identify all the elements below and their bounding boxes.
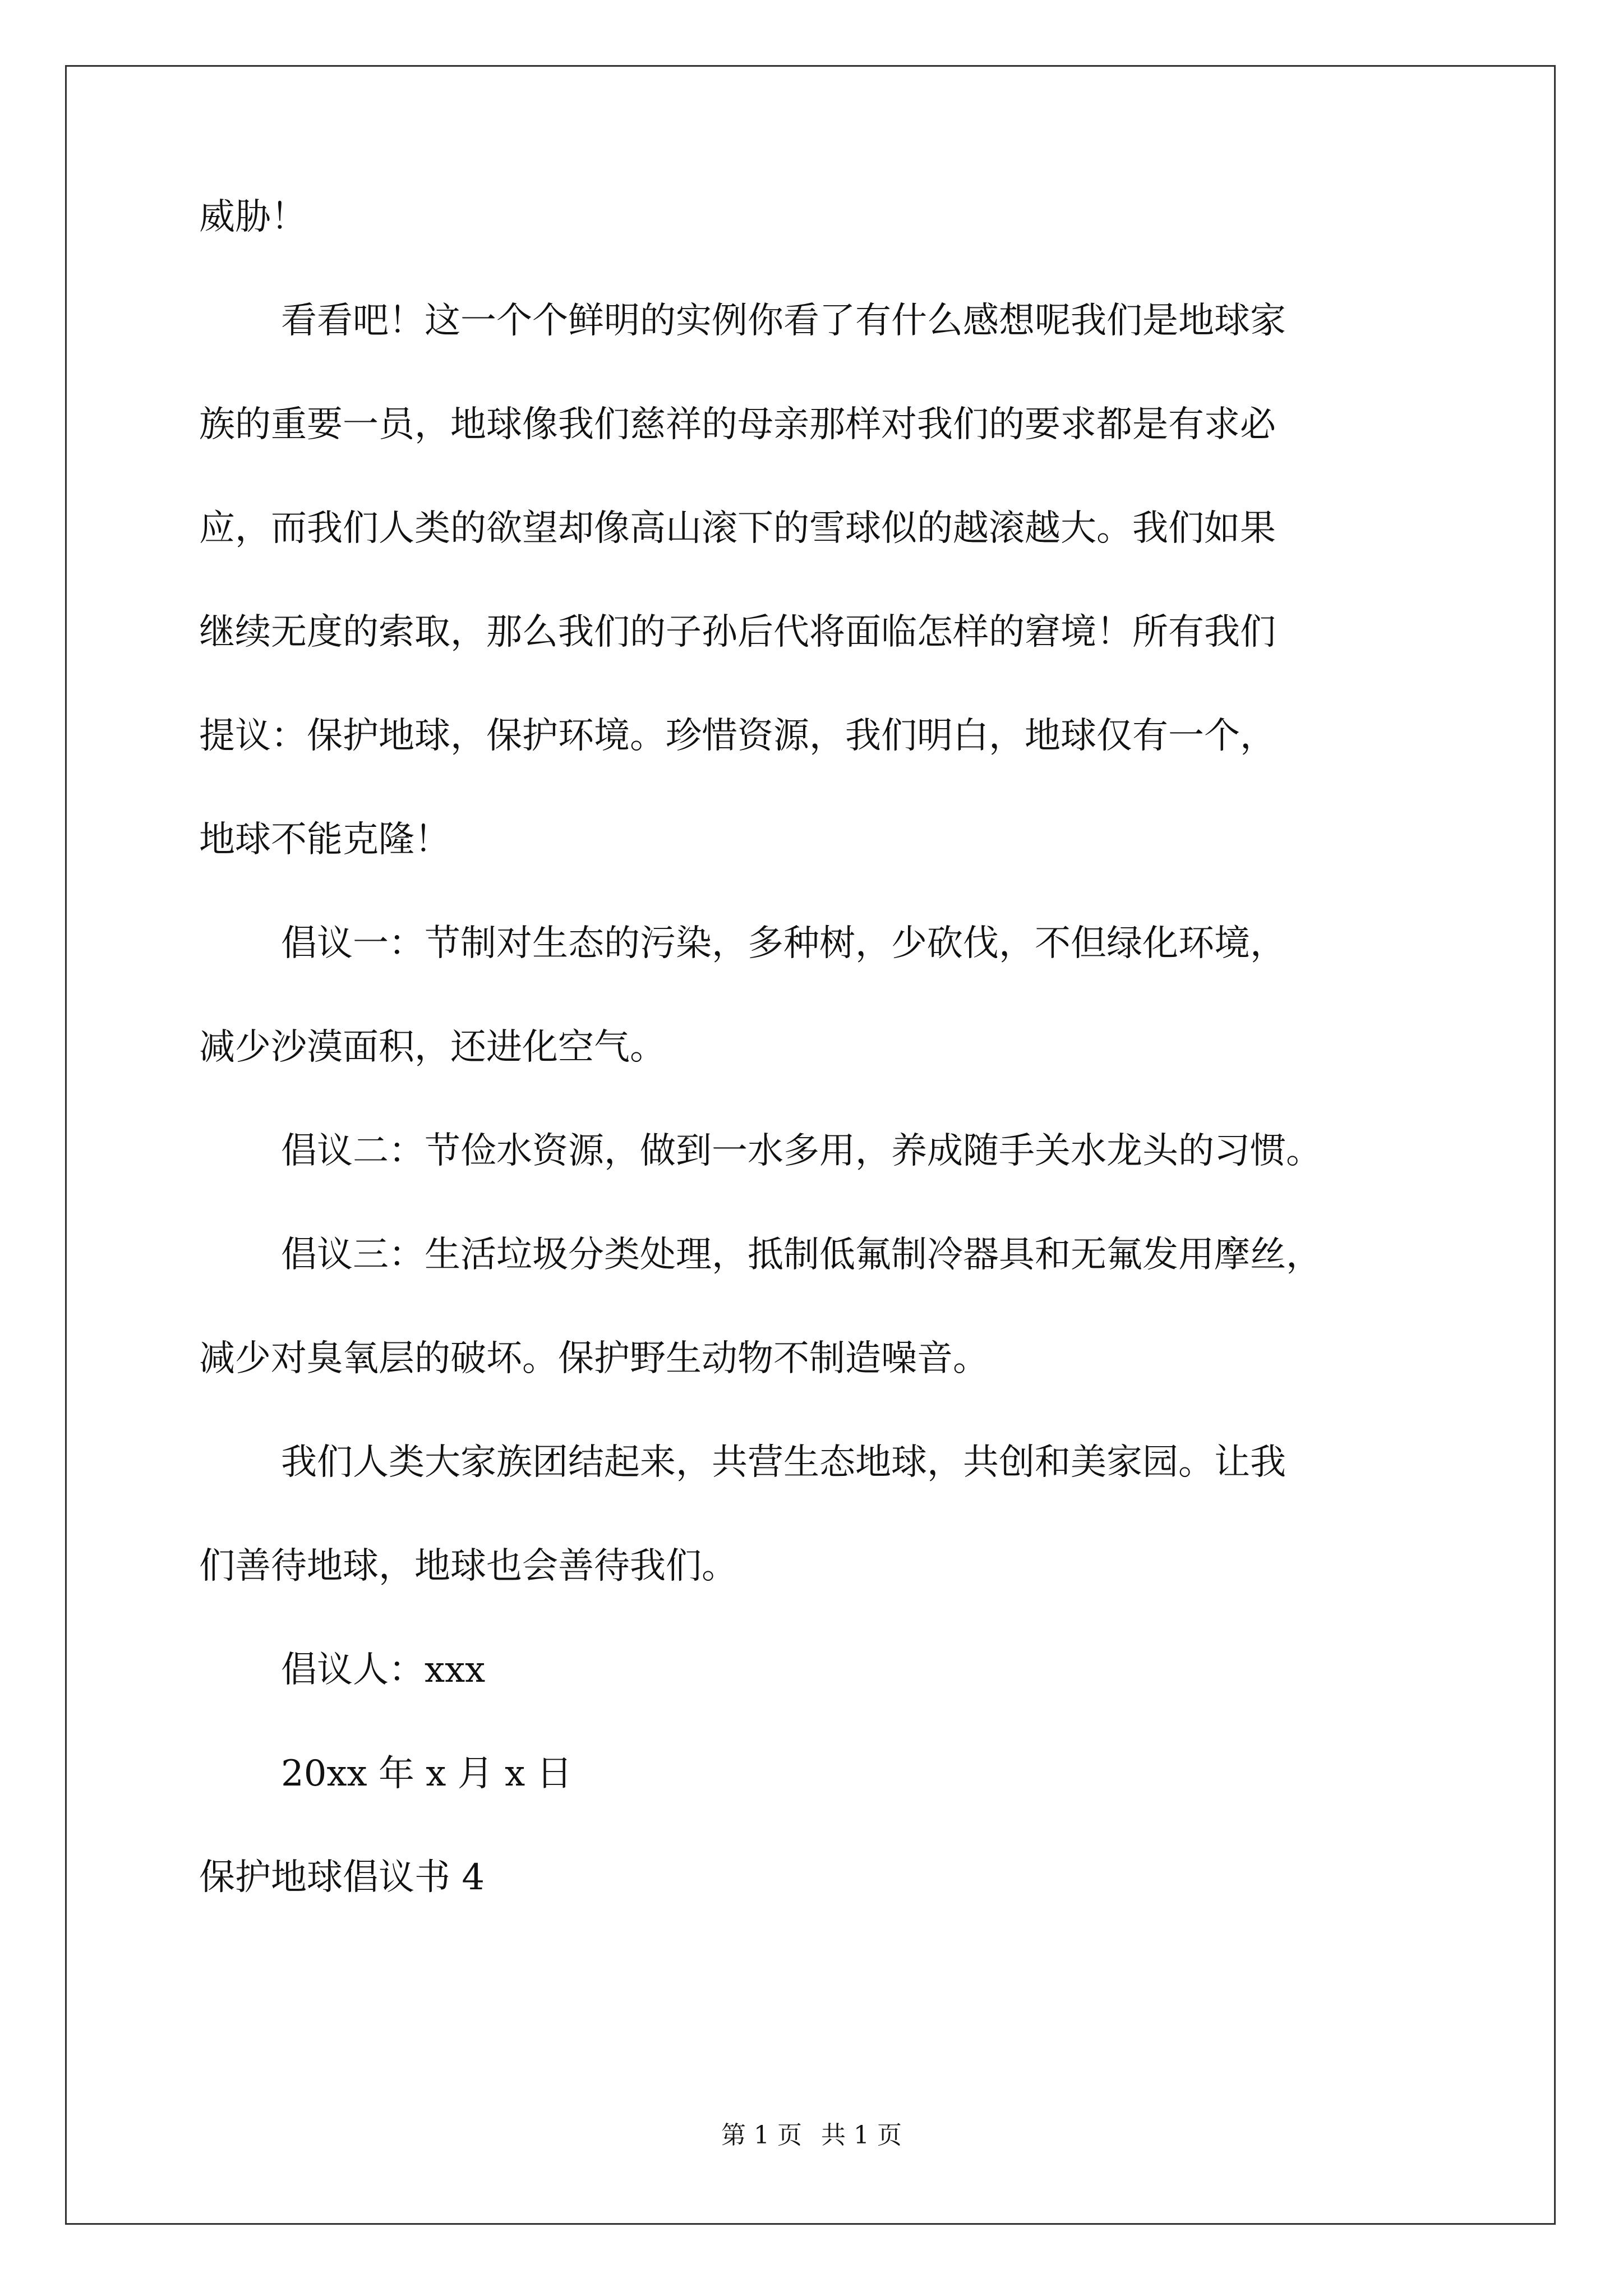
page-number: 第 1 页: [721, 2121, 802, 2150]
date-line: 20xx 年 x 月 x 日: [281, 1753, 573, 1795]
proposal-two: 倡议二：节俭水资源，做到一水多用，养成随手关水龙头的习惯。: [281, 1130, 1322, 1172]
proposal-three: 倡议三：生活垃圾分类处理，抵制低氟制冷器具和无氟发用摩丝，: [281, 1234, 1322, 1276]
text-line: 族的重要一员，地球像我们慈祥的母亲那样对我们的要求都是有求必: [199, 404, 1276, 445]
section-title: 保护地球倡议书 4: [199, 1857, 485, 1898]
signatory: 倡议人：xxx: [281, 1649, 486, 1691]
text-line: 继续无度的索取，那么我们的子孙后代将面临怎样的窘境！所有我们: [199, 611, 1276, 653]
page-total: 共 1 页: [821, 2121, 902, 2150]
paragraph-start: 看看吧！这一个个鲜明的实例你看了有什么感想呢我们是地球家: [281, 300, 1286, 342]
proposal-one: 倡议一：节制对生态的污染，多种树，少砍伐，不但绿化环境，: [281, 923, 1286, 964]
page-footer: [0, 2123, 1623, 2148]
text-line: 应，而我们人类的欲望却像高山滚下的雪球似的越滚越大。我们如果: [199, 508, 1276, 549]
text-line: 地球不能克隆！: [199, 819, 450, 861]
text-line: 减少沙漠面积，还进化空气。: [199, 1027, 666, 1068]
text-line: 提议：保护地球，保护环境。珍惜资源，我们明白，地球仅有一个，: [199, 715, 1276, 757]
text-line: 威胁！: [199, 196, 307, 238]
closing-paragraph: 我们人类大家族团结起来，共营生态地球，共创和美家园。让我: [281, 1442, 1286, 1483]
text-line: 们善待地球，地球也会善待我们。: [199, 1545, 737, 1587]
text-line: 减少对臭氧层的破坏。保护野生动物不制造噪音。: [199, 1338, 989, 1379]
